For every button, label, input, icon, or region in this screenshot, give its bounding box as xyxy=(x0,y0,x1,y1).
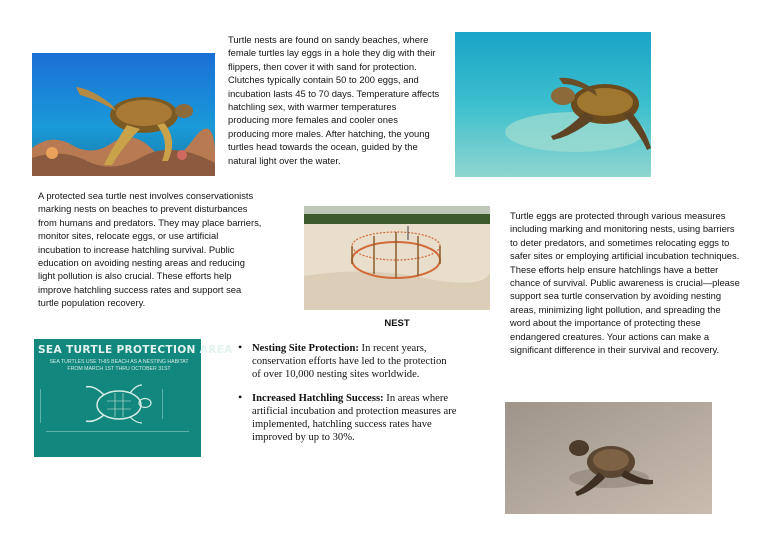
turtle-silhouette-icon xyxy=(82,381,156,425)
photo-hatchling xyxy=(505,402,712,514)
facts-list xyxy=(238,342,458,454)
bullet-text: In recent years, conservation efforts have led to the protection of over 10,000 nesting sites worldwide. xyxy=(252,343,447,381)
sign-right-notes xyxy=(162,389,197,419)
bullet-text: In areas where artificial incubation and protection measures are implemented, hatchling success rates have improved by up to 30%. xyxy=(252,392,457,444)
bullet-title: Increased Hatchling Success: xyxy=(252,392,384,404)
bullet-title: Nesting Site Protection: xyxy=(252,343,359,354)
protected-nest-paragraph: A protected sea turtle nest involves conservationists marking nests on beaches to prevent disturbances from humans and predators. They may place barriers, monitor sites, relocate eggs, or use artificial incubation to increase hatchling survival. Public education on avoiding nesting areas and reducing light pollution is also crucial. These efforts help improve hatchling success rates and support sea turtle population recovery. xyxy=(38,190,262,309)
eggs-paragraph: Turtle eggs are protected through various measures including marking and monitoring nests, using barriers to deter predators, and sometimes relocating eggs to safer sites or employing artificial incubation techniques. These efforts help ensure hatchlings have a better chance of survival. Public awareness is crucial—please support sea turtle conservation by avoiding nesting areas, minimizing light pollution, and spreading the word about the importance of protecting these endangered creatures. Your actions can make a significant difference in their survival and recovery. xyxy=(510,210,740,356)
list-item xyxy=(238,389,458,445)
photo-turtle-reef xyxy=(32,53,215,176)
sign-subtitle: SEA TURTLES USE THIS BEACH AS A NESTING HABITAT FROM MARCH 1ST THRU OCTOBER 31ST xyxy=(49,359,189,372)
list-item xyxy=(238,342,458,382)
sign-bottom-notes xyxy=(46,431,189,450)
nest-caption: NEST xyxy=(384,318,410,329)
nests-paragraph: Turtle nests are found on sandy beaches, where female turtles lay eggs in a hole they dig with their flippers, then cover it with sand for protection. Clutches typically contain 50 to 200 eggs, and incubation lasts 45 to 70 days. Temperature affects hatchling sex, with warmer temperatures producing more females and cooler ones producing more males. After hatching, the young turtles head towards the ocean, guided by the natural light over the water. xyxy=(228,34,440,166)
sign-title: SEA TURTLE PROTECTION AREA xyxy=(38,344,233,356)
sign-left-notes xyxy=(40,389,79,423)
photo-turtle-sand xyxy=(455,32,651,177)
photo-fenced-nest xyxy=(304,206,490,310)
bullet-icon: • xyxy=(238,340,243,354)
bullet-icon: • xyxy=(238,389,243,404)
protection-area-sign xyxy=(34,339,233,457)
